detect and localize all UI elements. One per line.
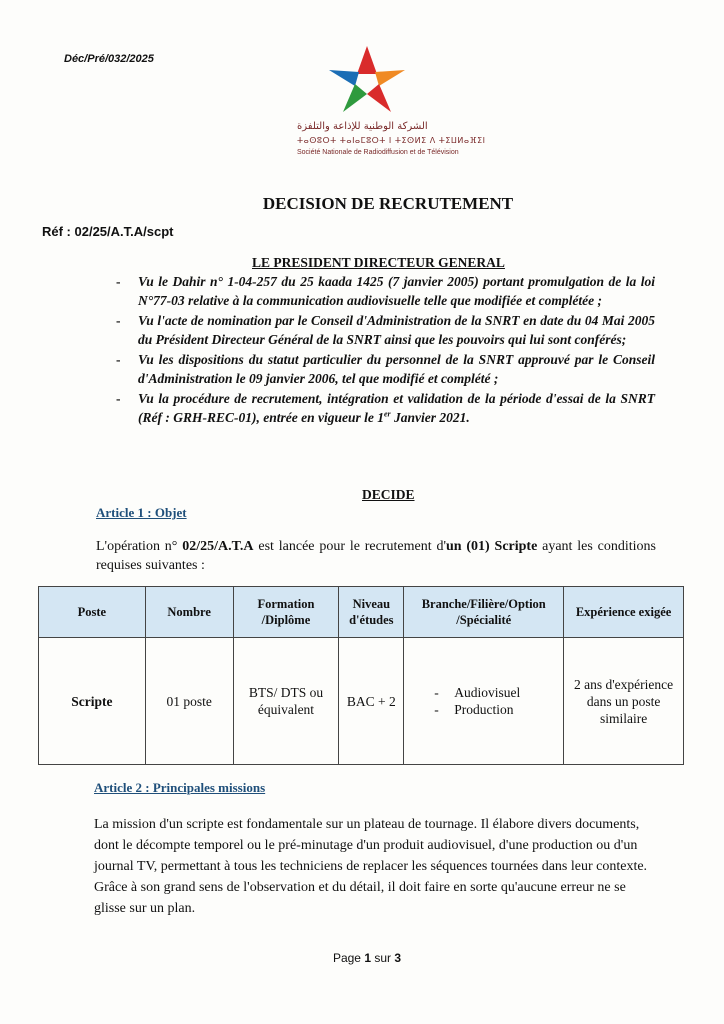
visa-item: - Vu l'acte de nomination par le Conseil d'Administration de la SNRT en date du 04 Mai 2005 du Président Directeur Général de la SNRT ainsi que les pouvoirs qui lui sont conférés; bbox=[110, 311, 655, 349]
page-number: 1 bbox=[364, 951, 371, 965]
visa-list bbox=[110, 272, 655, 428]
positions-table bbox=[38, 586, 684, 765]
logo-green-petal bbox=[343, 84, 367, 112]
page-word: Page bbox=[332, 951, 365, 965]
snrt-star-logo bbox=[325, 44, 409, 114]
document-title: DECISION DE RECRUTEMENT bbox=[262, 194, 514, 213]
document-number: Déc/Pré/032/2025 bbox=[64, 53, 154, 65]
visa-item: - Vu les dispositions du statut particulier du personnel de la SNRT approuvé par le Conseil d'Administration le 09 janvier 2006, tel que modifié et complété ; bbox=[110, 350, 655, 388]
cell-nombre: 01 poste bbox=[145, 638, 233, 765]
header-poste: Poste bbox=[39, 587, 146, 638]
table-row bbox=[39, 638, 684, 765]
org-name-arabic: الشركة الوطنية للإذاعة والتلفزة bbox=[297, 121, 428, 132]
branche-list bbox=[410, 684, 557, 718]
visa-text: Vu la procédure de recrutement, intégration et validation de la période d'essai de la SNRT (Réf : GRH-REC-01), entrée en vigueur le 1 bbox=[138, 391, 655, 425]
branche-item: - Audiovisuel bbox=[434, 684, 557, 701]
branche-item: - Production bbox=[434, 701, 557, 718]
header-experience: Expérience exigée bbox=[564, 587, 684, 638]
of-word: sur bbox=[371, 951, 395, 965]
table-header-row bbox=[39, 587, 684, 638]
position-count: un (01) Scripte bbox=[445, 539, 538, 554]
logo-red-lower-petal bbox=[367, 84, 391, 112]
header-branche: Branche/Filière/Option /Spécialité bbox=[404, 587, 564, 638]
visa-superscript: er bbox=[383, 409, 391, 419]
cell-formation: BTS/ DTS ou équivalent bbox=[233, 638, 339, 765]
cell-experience: 2 ans d'expérience dans un poste similaire bbox=[564, 638, 684, 765]
page-total: 3 bbox=[394, 951, 402, 965]
article1-intro bbox=[96, 537, 656, 575]
cell-branche bbox=[404, 638, 564, 765]
cell-niveau: BAC + 2 bbox=[339, 638, 404, 765]
article2-heading: Article 2 : Principales missions bbox=[94, 780, 266, 795]
intro-part: ayant les conditions requises suivantes : bbox=[96, 539, 656, 573]
page-footer bbox=[0, 951, 724, 965]
visa-item: - Vu le Dahir n° 1-04-257 du 25 kaada 1425 (7 janvier 2005) portant promulgation de la loi N°77-03 relative à la communication audiovisuelle telle que modifiée et complétée ; bbox=[110, 272, 655, 310]
header-niveau: Niveau d'études bbox=[339, 587, 404, 638]
intro-part: L'opération n° bbox=[96, 539, 183, 554]
logo-blue-petal bbox=[329, 70, 359, 86]
president-heading: LE PRESIDENT DIRECTEUR GENERAL bbox=[252, 255, 505, 270]
decide-heading: DECIDE bbox=[362, 487, 415, 502]
intro-part: est lancée pour le recrutement d' bbox=[253, 539, 446, 554]
article1-heading: Article 1 : Objet bbox=[96, 505, 187, 520]
missions-paragraph: La mission d'un scripte est fondamentale sur un plateau de tournage. Il élabore divers documents, dont le décompte temporel ou le pré-minutage d'un produit audiovisuel, d'une production ou d'un journal TV, permettant à tous les techniciens de replacer les séquences tournées dans leur contexte. Grâce à son grand sens de l'observation et du détail, il doit faire en sorte qu'aucune erreur ne se glisse sur un plan. bbox=[94, 817, 648, 916]
poste-value: Scripte bbox=[71, 693, 113, 709]
logo-orange-petal bbox=[375, 70, 405, 86]
operation-number: 02/25/A.T.A bbox=[182, 539, 254, 554]
cell-poste bbox=[39, 638, 146, 765]
header-nombre: Nombre bbox=[145, 587, 233, 638]
logo-red-petal bbox=[357, 46, 377, 74]
reference-number: Réf : 02/25/A.T.A/scpt bbox=[42, 224, 174, 239]
org-name-tifinagh: ⵜⴰⵙⵓⵔⵜ ⵜⴰⵏⴰⵎⵓⵔⵜ ⵏ ⵜⵉⵙⵍⵉ ⴷ ⵜⵉⵡⵍⴰⴼⵉⵏ bbox=[297, 136, 486, 145]
org-name-french: Société Nationale de Radiodiffusion et de Télévision bbox=[297, 149, 459, 156]
visa-item bbox=[110, 389, 655, 427]
header-formation: Formation /Diplôme bbox=[233, 587, 339, 638]
visa-text-end: Janvier 2021. bbox=[390, 410, 470, 425]
